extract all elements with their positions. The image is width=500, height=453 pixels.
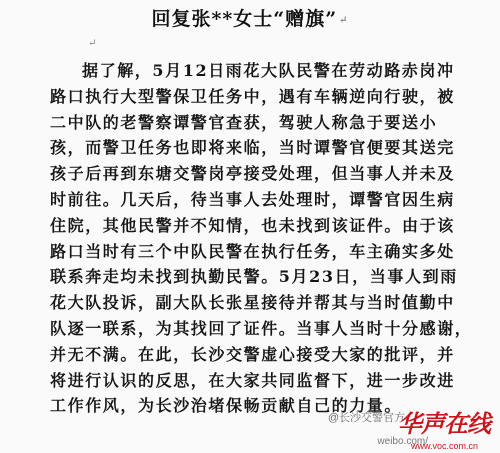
text-line: 并无不满。在此，长沙交警虚心接受大家的批评，并 [50,344,455,364]
text-line: 工作作风，为长沙治堵保畅贡献自己的力量。 [50,396,403,416]
text-line: 联系奔走均未找到执勤民警。5月23日，当事人到雨 [50,267,458,287]
text-line: 路口执行大型警保卫任务中，遇有车辆逆向行驶，被 [50,86,455,106]
text-line: 二中队的老警察谭警官查获，驾驶人称急于要送小 [50,112,438,132]
text-line: 住院，其他民警并不知情，也未找到该证件。由于该 [50,215,455,235]
text-line: 花大队投诉，副大队长张星接待并帮其与当时值勤中 [50,293,455,313]
weibo-watermark: @长沙交警官方 [327,412,405,424]
paragraph-mark-icon: ↵ [339,14,349,26]
paragraph-mark-icon: ↵ [88,38,97,49]
text-line: 孩子后再到东塘交警岗亭接受处理，但当事人并未及 [50,164,455,184]
text-line: 路口当时有三个中队民警在执行任务，车主确实多处 [50,241,455,261]
text-line: 时前往。几天后，待当事人去处理时，谭警官因生病 [50,189,455,209]
site-logo: 华声在线 [398,409,490,438]
text-line: 队逐一联系，为其找回了证件。当事人当时十分感谢， [50,318,473,338]
title-text: 回复张**女士“赠旗” [151,8,338,30]
weibo-url-watermark: weibo.com/ [377,436,428,447]
text-line: 据了解，5月12日雨花大队民警在劳动路赤岗冲 [82,61,455,80]
text-line: 将进行认识的反思，在大家共同监督下，进一步改进 [50,370,455,390]
document-body [50,58,473,419]
text-line: 孩，而警卫任务也即将来临，当时谭警官便要其送完 [50,138,455,158]
document-title [0,4,500,31]
site-logo-url: www.voc.com.cn [410,441,478,451]
